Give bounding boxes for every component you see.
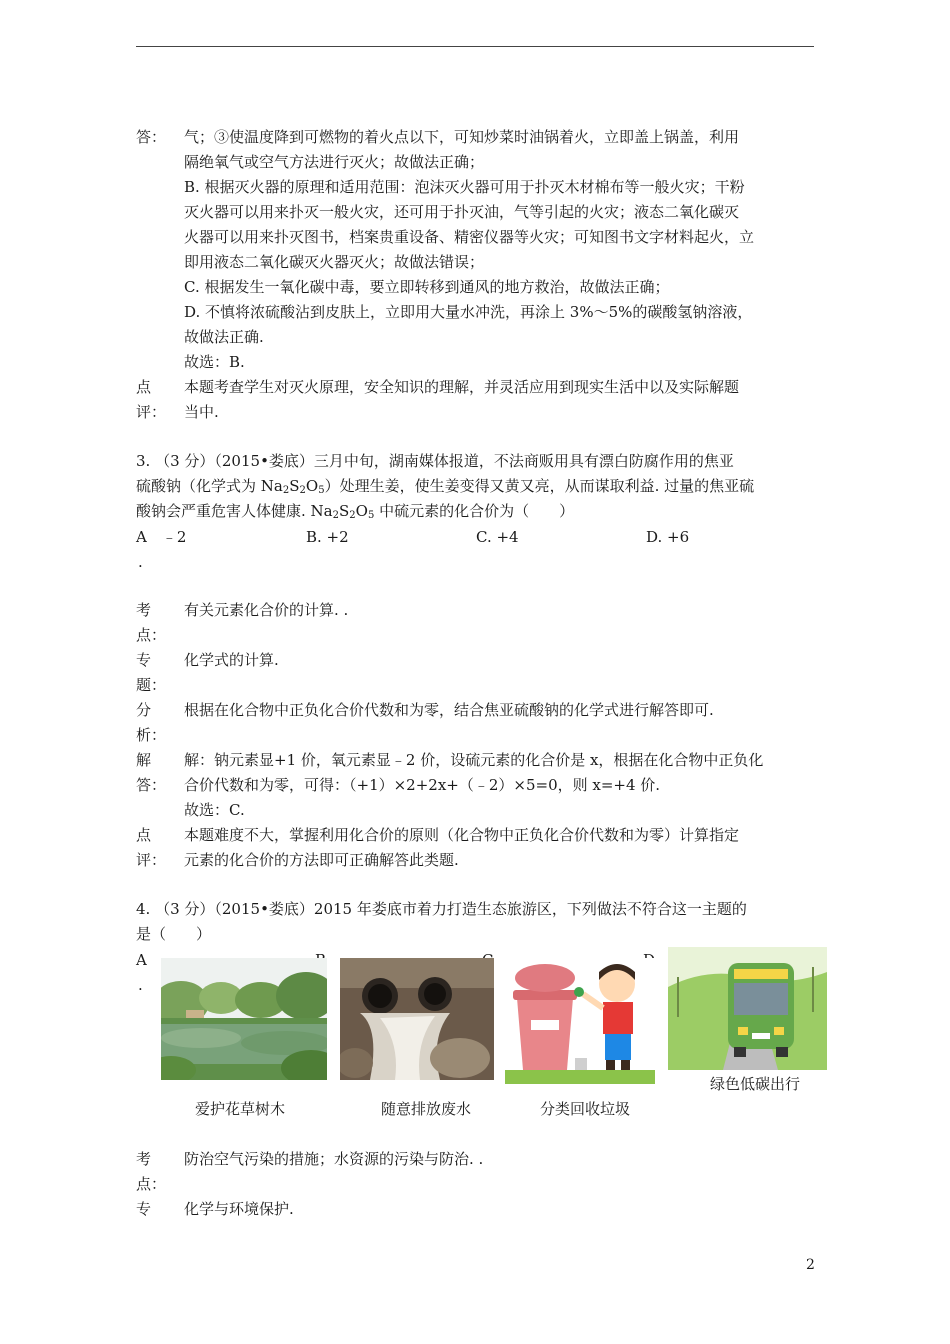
caption-b: 随意排放废水 [381, 1100, 472, 1118]
option-a-dot: . [138, 976, 143, 994]
question-stem-line: 4. （3 分）（2015•娄底）2015 年娄底市着力打造生态旅游区，下列做法不符合这一主题的 [136, 900, 747, 918]
kaodian-text: 防治空气污染的措施；水资源的污染与防治. . [184, 1150, 484, 1168]
lake-trees-image [161, 958, 327, 1080]
fenxi-label: 析： [136, 726, 167, 744]
zhuanti-text: 化学式的计算. [184, 651, 279, 669]
dianping-text-line: 元素的化合价的方法即可正确解答此类题. [184, 851, 459, 869]
answer-text-line: 火器可以用来扑灭图书，档案贵重设备、精密仪器等火灾；可知图书文字材料起火，立 [184, 228, 755, 246]
jieda-label: 答： [136, 776, 167, 794]
answer-text-line: 隔绝氧气或空气方法进行灭火；故做法正确； [184, 153, 485, 171]
question-stem-line: 酸钠会严重危害人体健康. $Na_2S_2O_5$ 中硫元素的化合价为（ ） [136, 502, 575, 521]
caption-c: 分类回收垃圾 [540, 1100, 631, 1118]
header-rule [136, 46, 814, 47]
option-a-letter: A [136, 951, 147, 969]
jieda-label: 解 [136, 751, 152, 769]
answer-text-line: 灭火器可以用来扑灭一般火灾，还可用于扑灭油，气等引起的火灾；液态二氧化碳灭 [184, 203, 740, 221]
caption-a: 爱护花草树木 [195, 1100, 286, 1118]
review-label: 点 [136, 378, 152, 396]
review-label: 评： [136, 403, 167, 421]
option-c: C. +4 [476, 528, 519, 546]
option-d: D. +6 [646, 528, 690, 546]
review-text-line: 当中. [184, 403, 219, 421]
recycle-bin-cartoon-image [505, 958, 655, 1084]
jieda-text-line: 合价代数和为零，可得：（+1）×2+2x+（﹣2）×5=0，则 x=+4 价. [184, 776, 661, 794]
answer-text-line: 即用液态二氧化碳灭火器灭火；故做法错误； [184, 253, 485, 271]
answer-label: 答： [136, 128, 167, 146]
caption-d: 绿色低碳出行 [710, 1075, 801, 1093]
fenxi-text: 根据在化合物中正负化合价代数和为零，结合焦亚硫酸钠的化学式进行解答即可. [184, 701, 714, 719]
kaodian-label: 点： [136, 1175, 167, 1193]
answer-text-line: 气；③使温度降到可燃物的着火点以下，可知炒菜时油锅着火，立即盖上锅盖，利用 [184, 128, 740, 146]
zhuanti-label: 专 [136, 1200, 152, 1218]
answer-text-line: C. 根据发生一氧化碳中毒，要立即转移到通风的地方救治，故做法正确； [184, 278, 670, 296]
page-number: 2 [806, 1257, 815, 1273]
waste-water-image [340, 958, 494, 1080]
dianping-label: 点 [136, 826, 152, 844]
option-a-dot: . [138, 553, 143, 571]
jieda-choice: 故选：C. [184, 801, 245, 819]
green-bus-image [668, 947, 827, 1070]
question-stem-line: 硫酸钠（化学式为 $Na_2S_2O_5$）处理生姜，使生姜变得又黄又亮，从而谋取利益. 过量的焦亚硫 [136, 477, 755, 496]
review-text-line: 本题考查学生对灭火原理，安全知识的理解，并灵活应用到现实生活中以及实际解题 [184, 378, 740, 396]
kaodian-label: 考 [136, 601, 152, 619]
jieda-text-line: 解：钠元素显+1 价，氧元素显﹣2 价，设硫元素的化合价是 x，根据在化合物中正负化 [184, 751, 764, 769]
option-b: B. +2 [306, 528, 349, 546]
fenxi-label: 分 [136, 701, 152, 719]
answer-text-line: B. 根据灭火器的原理和适用范围：泡沫灭火器可用于扑灭木材棉布等一般火灾；干粉 [184, 178, 745, 196]
zhuanti-label: 专 [136, 651, 152, 669]
kaodian-label: 点： [136, 626, 167, 644]
answer-text-line: 故做法正确. [184, 328, 264, 346]
question-stem-line: 是（ ） [136, 925, 212, 943]
zhuanti-label: 题： [136, 676, 167, 694]
kaodian-text: 有关元素化合价的计算. . [184, 601, 349, 619]
kaodian-label: 考 [136, 1150, 152, 1168]
zhuanti-text: 化学与环境保护. [184, 1200, 294, 1218]
dianping-label: 评： [136, 851, 167, 869]
dianping-text-line: 本题难度不大，掌握利用化合价的原则（化合物中正负化合价代数和为零）计算指定 [184, 826, 740, 844]
answer-choice: 故选：B. [184, 353, 245, 371]
option-a: A ﹣2 [136, 528, 187, 546]
answer-text-line: D. 不慎将浓硫酸沾到皮肤上，立即用大量水冲洗，再涂上 3%～5%的碳酸氢钠溶液， [184, 303, 753, 321]
question-stem-line: 3. （3 分）（2015•娄底）三月中旬，湖南媒体报道，不法商贩用具有漂白防腐作用的焦亚 [136, 452, 734, 470]
